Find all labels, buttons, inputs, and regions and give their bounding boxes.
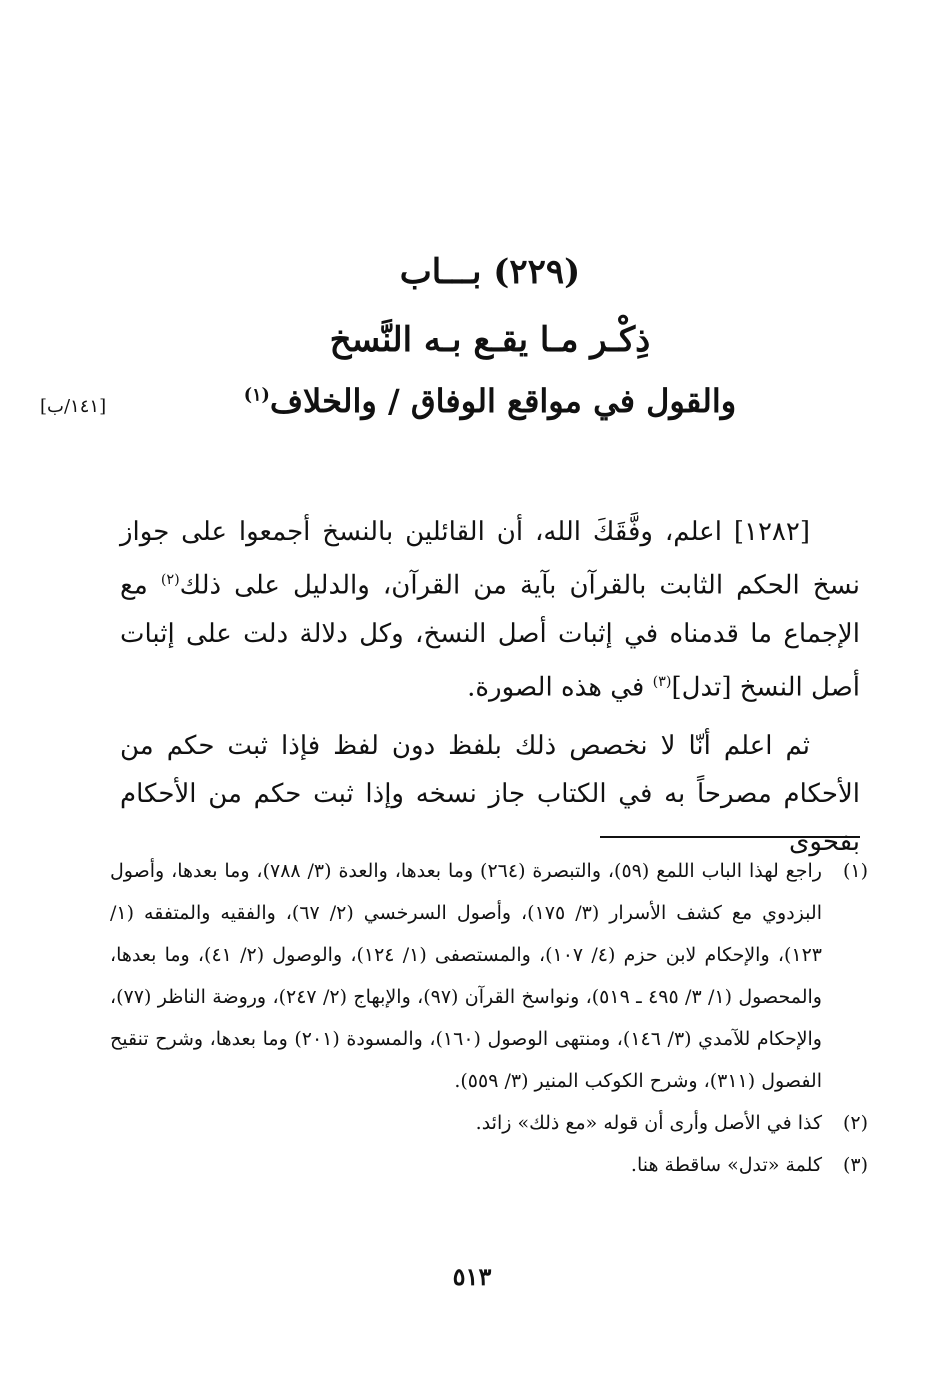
- footnote-number: (١): [842, 860, 868, 882]
- manuscript-folio-ref: [١٤١/ب]: [40, 396, 107, 417]
- paragraph-continuation: ثم اعلم أنّا لا نخصص ذلك بلفظ دون لفظ فإذا ثبت حكم من الأحكام مصرحاً به في الكتاب جاز نسخه وإذا ثبت حكم من الأحكام بفحوى: [120, 731, 860, 857]
- paragraph-1282: [120, 508, 860, 711]
- footnotes: [110, 850, 868, 1186]
- footnote-3: [110, 1144, 868, 1186]
- page-number: ٥١٣: [452, 1262, 492, 1291]
- paragraph-text: [١٢٨٢] اعلم، وفَّقَكَ الله، أن القائلين بالنسخ أجمعوا على جواز نسخ الحكم الثابت بالقرآن بآية من القرآن، والدليل على ذلك: [120, 517, 860, 601]
- chapter-title: ذِكْـر مـا يقـع بـه النَّسخ: [329, 320, 651, 360]
- footnote-number: (٢): [842, 1112, 868, 1134]
- footnote-text: كذا في الأصل وأرى أن قوله «مع ذلك» زائد.: [475, 1112, 822, 1134]
- chapter-subtitle-text: والقول في مواقع الوفاق / والخلاف: [269, 382, 737, 420]
- chapter-heading: (٢٢٩) بـــاب: [399, 252, 581, 292]
- footnote-1: [110, 850, 868, 1102]
- footnote-text: راجع لهذا الباب اللمع (٥٩)، والتبصرة (٢٦٤) وما بعدها، والعدة (٣/ ٧٨٨)، وما بعدها، وأصول البزدوي مع كشف الأسرار (٣/ ١٧٥)، وأصول السرخسي (٢/ ٦٧)، والفقيه والمتفقه (١/ ١٢٣)، والإحكام لابن حزم (٤/ ١٠٧)، والمستصفى (١/ ١٢٤)، والوصول (٢/ ٤١)، وما بعدها، والمحصول (١/ ٣/ ٤٩٥ ـ ٥١٩)، ونواسخ القرآن (٩٧)، والإبهاج (٢/ ٢٤٧)، وروضة الناظر (٧٧)، والإحكام للآمدي (٣/ ١٤٦)، ومنتهى الوصول (١٦٠)، والمسودة (٢٠١) وما بعدها، وشرح تنقيح الفصول (٣١١)، وشرح الكوكب المنير (٣/ ٥٥٩).: [110, 860, 822, 1092]
- footnote-text: كلمة «تدل» ساقطة هنا.: [630, 1154, 822, 1176]
- chapter-subtitle: [120, 382, 860, 420]
- footnote-separator: [600, 836, 860, 838]
- footnote-2: [110, 1102, 868, 1144]
- paragraph-text: في هذه الصورة.: [467, 672, 653, 703]
- footnote-marker-2: (٢): [160, 572, 180, 588]
- footnote-marker-1: (١): [243, 384, 270, 406]
- paragraph-text: مع الإجماع ما قدمناه في إثبات أصل النسخ، وكل دلالة دلت على إثبات أصل النسخ [تدل]: [120, 570, 860, 703]
- footnote-number: (٣): [842, 1154, 868, 1176]
- footnote-marker-3: (٣): [652, 673, 672, 690]
